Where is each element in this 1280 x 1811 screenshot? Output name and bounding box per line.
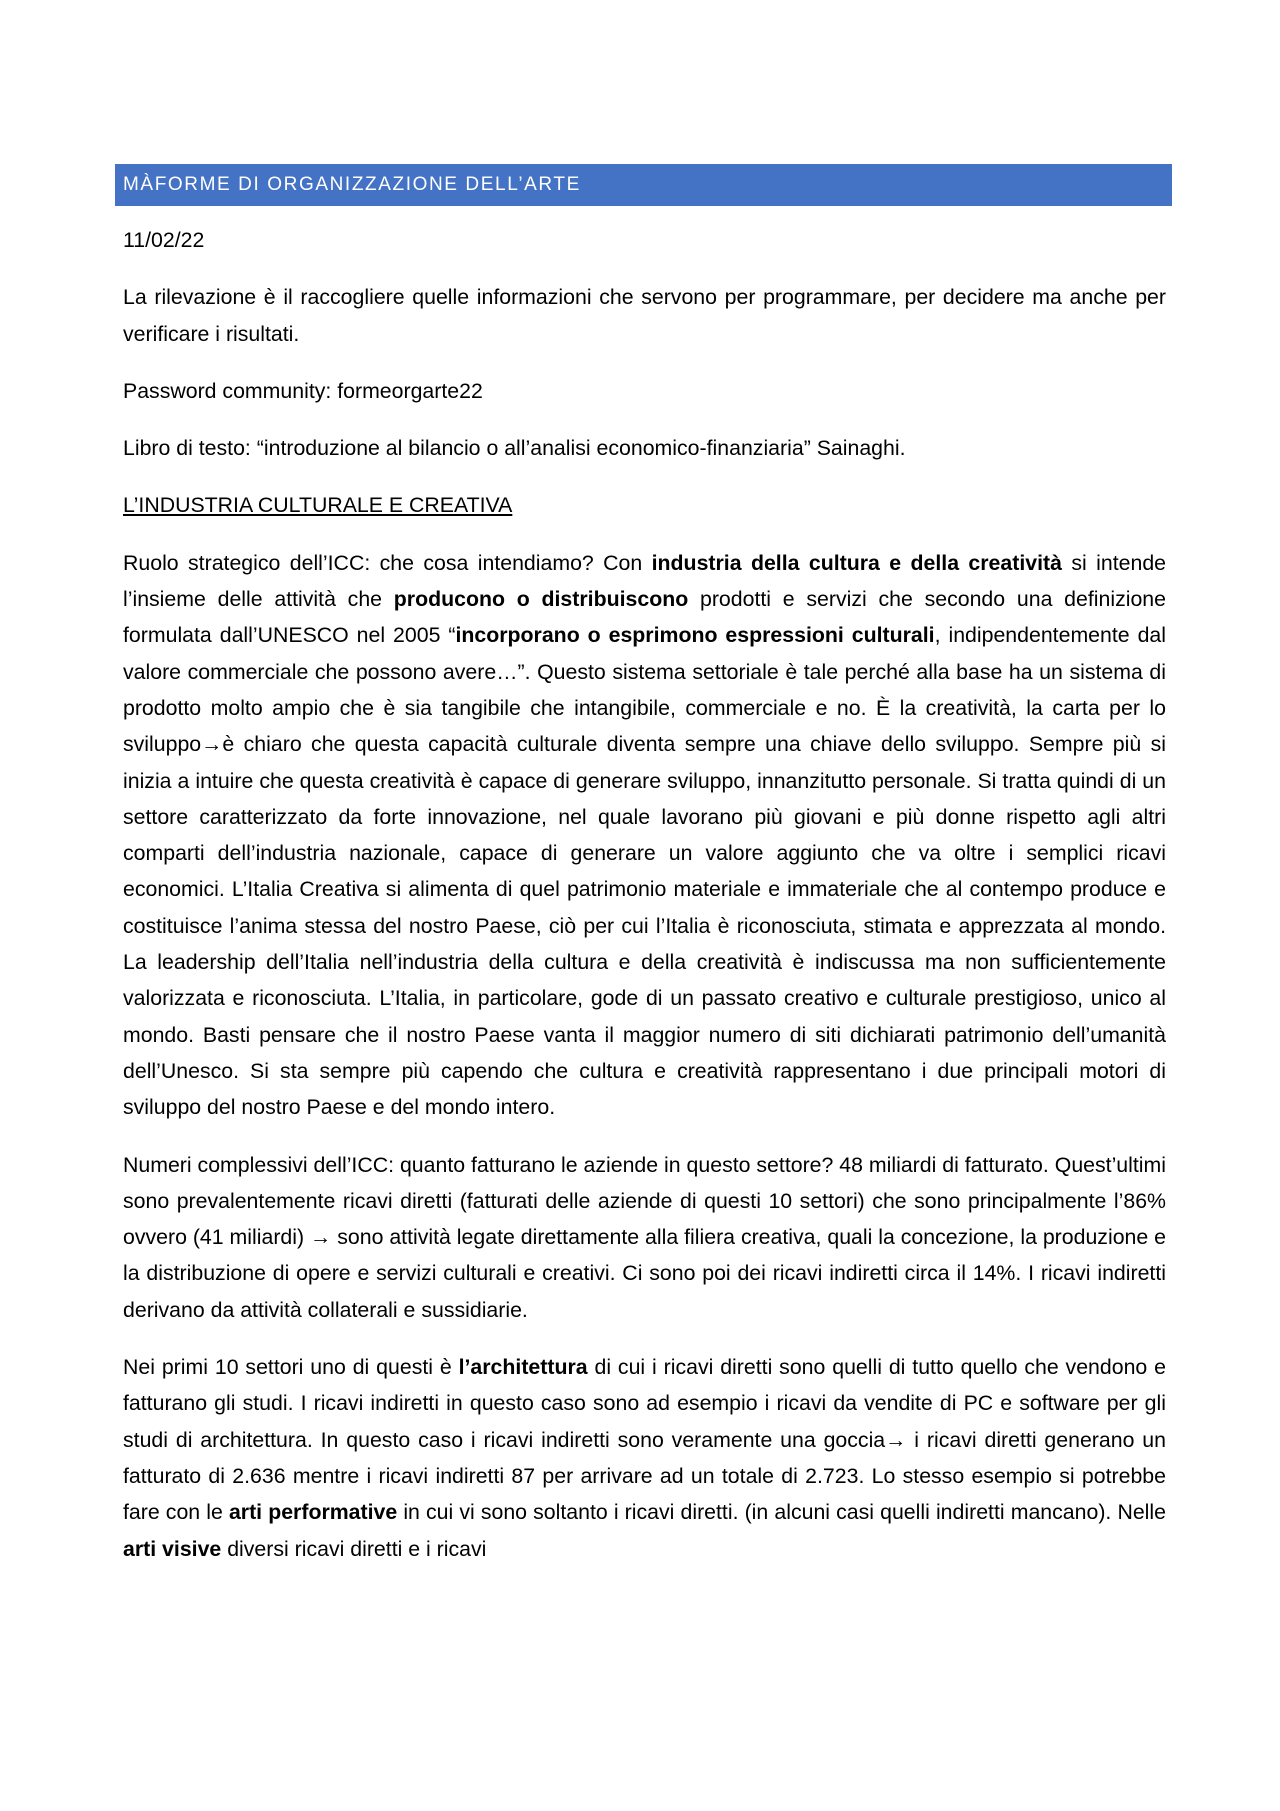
p1-text-1: Ruolo strategico dell’ICC: che cosa intendiamo? Con [123, 550, 652, 575]
p3-bold-3: arti visive [123, 1536, 222, 1561]
date-line: 11/02/22 [123, 228, 205, 252]
p1-bold-1: industria della cultura e della creatività [651, 550, 1062, 575]
paragraph-sectors [123, 1349, 1166, 1567]
p1-text-3: prodotti e servizi che secondo una definizione formulata dall’UNESCO nel 2005 “ [123, 587, 1166, 648]
p1-text-2: si intende l’insieme delle attività che [123, 550, 1167, 612]
document-title: MÀFORME DI ORGANIZZAZIONE DELL’ARTE [123, 174, 581, 195]
p1-bold-3: incorporano o esprimono espressioni culturali [455, 623, 935, 648]
p3-text-3: in cui vi sono soltanto i ricavi diretti. (in alcuni casi quelli indiretti mancano). Nelle [397, 1500, 1166, 1525]
document-title-bar [115, 164, 1172, 206]
p3-text-1: Nei primi 10 settori uno di questi è [123, 1355, 459, 1380]
paragraph-icc-role [123, 545, 1166, 1126]
p3-text-4: diversi ricavi diretti e i ricavi [221, 1536, 487, 1561]
intro-paragraph: La rilevazione è il raccogliere quelle informazioni che servono per programmare, per decidere ma anche per verificare i risultati. [123, 285, 1166, 346]
p3-text-2: di cui i ricavi diretti sono quelli di tutto quello che vendono e fatturano gli studi. I ricavi indiretti in questo caso sono ad esempio i ricavi da vendite di PC e software per gli studi di architettura. In questo caso i ricavi indiretti sono veramente una goccia→ i ricavi diretti generano un fatturato di 2.636 mentre i ricavi indiretti 87 per arrivare ad un totale di 2.723. Lo stesso esempio si potrebbe fare con le [123, 1355, 1166, 1525]
document-body [123, 222, 1166, 1588]
section-heading: L’INDUSTRIA CULTURALE E CREATIVA [123, 493, 513, 518]
p1-text-4: , indipendentemente dal valore commerciale che possono avere…”. Questo sistema settoriale è tale perché alla base ha un sistema di prodotto molto ampio che è sia tangibile che intangibile, commerciale e no. È la creatività, la carta per lo sviluppo→è chiaro che questa capacità culturale diventa sempre una chiave dello sviluppo. Sempre più si inizia a intuire che questa creatività è capace di generare sviluppo, innanzitutto personale. Si tratta quindi di un settore caratterizzato da forte innovazione, nel quale lavorano più giovani e più donne rispetto agli altri comparti dell’industria nazionale, capace di generare un valore aggiunto che va oltre i semplici ricavi economici. L’Italia Creativa si alimenta di quel patrimonio materiale e immateriale che al contempo produce e costituisce l’anima stessa del nostro Paese, ciò per cui l’Italia è riconosciuta, stimata e apprezzata al mondo. La leadership dell’Italia nell’industria della cultura e della creatività è indiscussa ma non sufficientemente valorizzata e riconosciuta. L’Italia, in particolare, gode di un passato creativo e culturale prestigioso, unico al mondo. Basti pensare che il nostro Paese vanta il maggior numero di siti dichiarati patrimonio dell’umanità dell’Unesco. Si sta sempre più capendo che cultura e creatività rappresentano i due principali motori di sviluppo del nostro Paese e del mondo intero. [123, 623, 1166, 1120]
p3-bold-2: arti performative [228, 1500, 398, 1525]
password-line: Password community: formeorgarte22 [123, 378, 483, 403]
p3-bold-1: l’architettura [458, 1355, 588, 1380]
paragraph-icc-numbers: Numeri complessivi dell’ICC: quanto fatturano le aziende in questo settore? 48 miliardi di fatturato. Quest’ultimi sono prevalentemente ricavi diretti (fatturati delle aziende di questi 10 settori) che sono principalmente l’86% ovvero (41 miliardi) → sono attività legate direttamente alla filiera creativa, quali la concezione, la produzione e la distribuzione di opere e servizi culturali e creativi. Ci sono poi dei ricavi indiretti circa il 14%. I ricavi indiretti derivano da attività collaterali e sussidiarie. [123, 1152, 1166, 1322]
textbook-line: Libro di testo: “introduzione al bilancio o all’analisi economico-finanziaria” Sainaghi. [123, 436, 906, 461]
p1-bold-2: producono o distribuiscono [393, 587, 689, 612]
